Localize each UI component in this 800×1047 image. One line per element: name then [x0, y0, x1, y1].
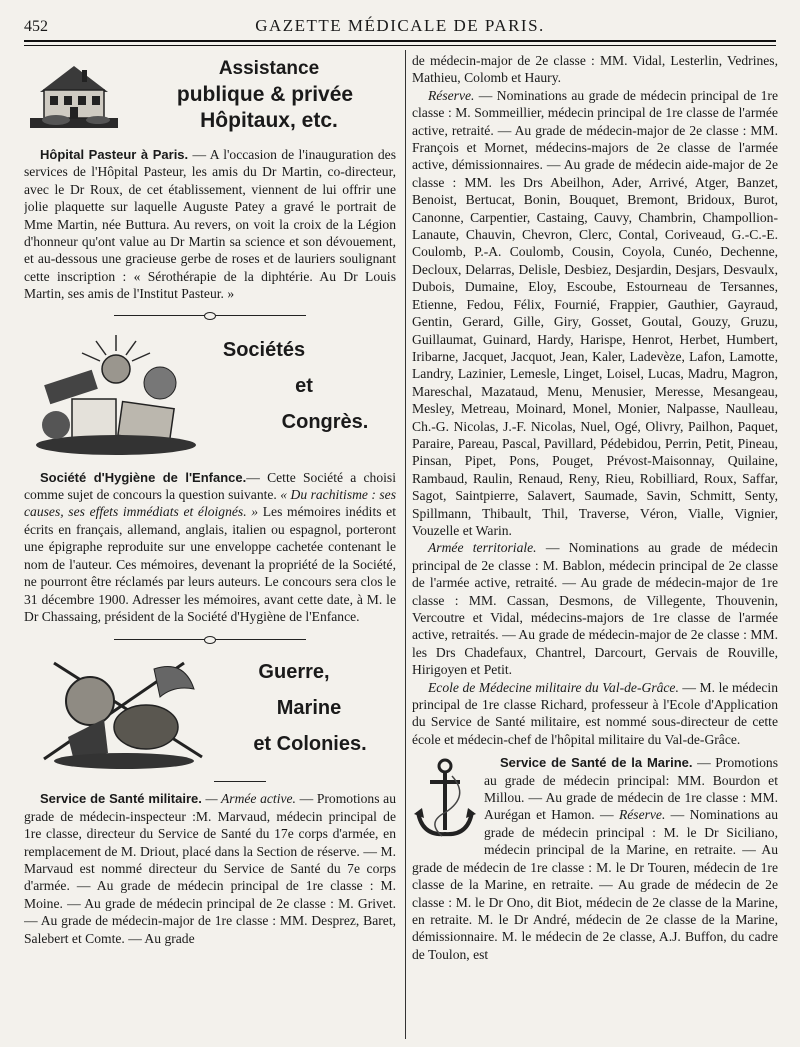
hygiene-enfance-question: « Du rachitisme : ses causes, ses effets immédiats et éloignés. »	[24, 487, 396, 520]
guerre-title-line2: Marine	[276, 697, 342, 720]
sante-marine-text-2: — Nominations au grade de médecin principal : M. le Dr Siciliano, médecin principal de la Marine, en retraite. — Au grade de médecin de 1re classe : M. le Dr Touren, médecin de 1re classe de la Marine, en retraite. — Au grade de médecin de 2e classe : M. le Dr Ono, dit Biot, médecin de 2e classe de la Marine, en retraite. M. le Dr André, médecin de 2e classe de la Marine, démissionnaire. M. le médecin de 2e classe, A.J. Buffon, du cadre de Toulon, est	[412, 807, 778, 962]
section-ornament	[24, 635, 396, 643]
journal-title: GAZETTE MÉDICALE DE PARIS.	[255, 16, 545, 35]
hygiene-enfance-text-2: Les mémoires inédits et écrits en français, allemand, anglais, italien ou espagnol, porteront une épigraphe reproduite sur une enveloppe cachetée contenant le nom de l'auteur. Ces mémoires, devenant la propriété de la Société, ne pourront être réclamés par leurs auteurs. Le concours sera clos le 31 décembre 1900. Adresser les mémoires, avant cette date, à M. le Dr Chassaing, président de la Société d'Hygiène de l'Enfance.	[24, 504, 396, 624]
societes-section-header	[24, 323, 396, 463]
continued-paragraph: de médecin-major de 2e classe : MM. Vidal, Lesterlin, Vedrines, Mathieu, Colomb et Haury.	[412, 53, 778, 86]
assistance-section-header	[24, 52, 396, 144]
page-number: 452	[24, 18, 48, 35]
column-divider	[405, 50, 406, 1039]
section-ornament	[24, 311, 396, 319]
books-globe-engraving-icon	[32, 329, 200, 457]
territoriale-text: — Nominations au grade de médecin principal de 2e classe : M. Bablon, médecin principal de 2e classe de l'armée active, retraité. — Au grade de médecin-major de 1re classe : MM. Cassan, Desmons, de Villegente, Thouvenin, Vercoutre et Vidal, médecins-majors de 1re classe de l'armée active, retraités. — Au grade de médecin-major de 2e classe : MM. les Drs Chadefaux, Chantrel, Darcourt, Gervais de Rouville, Hirigoyen et Petit.	[412, 540, 778, 678]
assistance-title-line2: publique & privée	[176, 83, 354, 106]
guerre-section-header	[24, 647, 396, 775]
reserve-text: — Nominations au grade de médecin principal de 1re classe : M. Sommeillier, médecin principal de 1re classe de l'armée active, retraité. — Au grade de médecin-major de 2e classe : MM. François et Mornet, médecins-majors de 2e classe de l'armée active, démissionnaires. — Au grade de médecin aide-major de 2e classe : MM. les Drs Abeilhon, Ader, Arrivé, Atger, Banzet, Benoist, Bertucat, Bonin, Bouquet, Bremont, Bridoux, Burot, Canonne, Carpentier, Castaing, Cauvy, Chambrin, Champollion-Lanaute, Chauvin, Chevron, Clerc, Contal, Coriveaud, G.-C.-E. Coulomb, P.-A. Coulomb, Cousin, Coyola, Cunéo, Dechenne, Decloux, Delarras, Delisle, Desbiez, Desjardin, Desjars, Desvaulx, Dubois, Dumaine, Eloy, Escoube, Estourneau de Tersannes, Etienne, Fedou, Félix, Fournié, Frappier, Gauthier, Gayraud, Gentin, Gerard, Gille, Giry, Gosset, Goutal, Gouzy, Gruzu, Guillaumat, Guinard, Hardy, Harispe, Henrot, Herbet, Humbert, Iribarne, Jacquet, Jacquot, Jean, Kaler, Ladevèze, Lafon, Lamotte, Landry, Lazinier, Lemesle, Linget, Loisel, Lucas, Madru, Magron, Mareschal, Mazataud, Menu, Menusier, Meresse, Mesangeau, Mesley, Metreau, Moinard, Monel, Monier, Nalpasse, Naulleau, Ch.-G. Nicolas, J.-F. Nicolas, Nuel, Ogé, Olivry, Pailhon, Paquet, Paraire, Pareau, Pascal, Pavillard, Pédebidou, Perrin, Petit, Pineau, Pinsan, Pipet, Pons, Pouget, Prévost-Maisonnay, Quilaine, Rambaud, Raulin, Renaud, Reny, Rieu, Robilliard, Roux, Saffar, Sagot, Saintpierre, Salavert, Saumade, Savin, Schmitt, Senty, Spillmann, Thibault, Thil, Traverse, Véron, Vialle, Vignier, Vouzelle et Warin.	[412, 87, 778, 538]
anchor-icon	[412, 756, 478, 842]
territoriale-paragraph	[412, 539, 778, 678]
header-rule	[24, 40, 776, 42]
reserve-label: Réserve.	[428, 87, 475, 103]
hospital-engraving-icon	[26, 58, 122, 132]
guerre-title-line1: Guerre,	[258, 661, 330, 684]
marine-reserve-label: Réserve.	[618, 807, 666, 823]
val-de-grace-text: — M. le médecin principal de 1re classe Richard, professeur à l'Ecole d'Application du Service de Santé militaire, est nommé sous-directeur de cette école et médecin-chef de l'hôpital militaire du Val-de-Grâce.	[412, 679, 778, 747]
hopital-pasteur-heading: Hôpital Pasteur à Paris.	[40, 147, 189, 162]
hygiene-enfance-heading: Société d'Hygiène de l'Enfance.	[40, 469, 247, 485]
military-trophy-engraving-icon	[34, 649, 212, 771]
hygiene-enfance-paragraph	[24, 469, 396, 626]
territoriale-label: Armée territoriale.	[428, 540, 537, 556]
societes-title-line1: Sociétés	[222, 338, 306, 361]
societes-title-line2: et	[295, 374, 313, 397]
hopital-pasteur-text: — A l'occasion de l'inauguration des services de l'Hôpital Pasteur, les amis du Dr Martin, co-directeur, avec le Dr Roux, de cet établissement, viennent de lui offrir une jolie plaquette sur laquelle Auguste Patey a gravé le portrait de Mme Martin, née Buttura. Au revers, on voit la croix de la Légion d'honneur qu'ont value au Dr Martin sa science et son dévouement, et au-dessous une gracieuse gerbe de roses et de lauriers soulignant cette inscription : « Sérothérapie de la diphtérie. Au Dr Louis Martin, ses amis de l'Institut Pasteur. »	[24, 147, 396, 302]
sante-marine-heading: Service de Santé de la Marine.	[500, 755, 693, 771]
left-column	[24, 52, 396, 1041]
sante-militaire-heading: Service de Santé militaire.	[40, 791, 202, 807]
hopital-pasteur-paragraph	[24, 146, 396, 303]
sante-marine-text-1: — Promotions au grade de médecin principal: MM. Bourdon et Millou. — Au grade de médecin de 1re classe : MM. Aurégan et Hamon. —	[484, 755, 778, 823]
guerre-title-line3: et Colonies.	[253, 733, 367, 756]
armee-active-label: — Armée active.	[205, 791, 296, 807]
sante-militaire-paragraph	[24, 790, 396, 947]
hygiene-enfance-text-1: — Cette Société a choisi comme sujet de concours la question suivante.	[24, 469, 396, 503]
right-column	[412, 52, 778, 1041]
marine-block	[412, 754, 778, 963]
reserve-paragraph	[412, 87, 778, 540]
assistance-title-line3: Hôpitaux, etc.	[200, 109, 338, 132]
assistance-title-line1: Assistance	[218, 58, 320, 79]
page-header	[24, 16, 776, 42]
val-de-grace-paragraph	[412, 679, 778, 749]
val-de-grace-label: Ecole de Médecine militaire du Val-de-Grâce.	[428, 679, 679, 695]
header-rule-thin	[24, 45, 776, 46]
societes-title-line3: Congrès.	[281, 410, 369, 433]
sante-militaire-text: — Promotions au grade de médecin-inspecteur :M. Marvaud, médecin principal de 1re classe, directeur du Service de Santé du 17e corps d'armée, en remplacement de M. Driout, placé dans la Section de réserve. — M. Marvaud est nommé directeur du Service de Santé du 7e corps d'armée. — Au grade de médecin principal de 1re classe : M. Moine. — Au grade de médecin principal de 2e classe : M. Grivet. — Au grade de médecin-major de 1re classe : MM. Desprez, Baret, Salebert et Comte. — Au grade	[24, 791, 396, 946]
section-short-rule	[214, 781, 266, 782]
